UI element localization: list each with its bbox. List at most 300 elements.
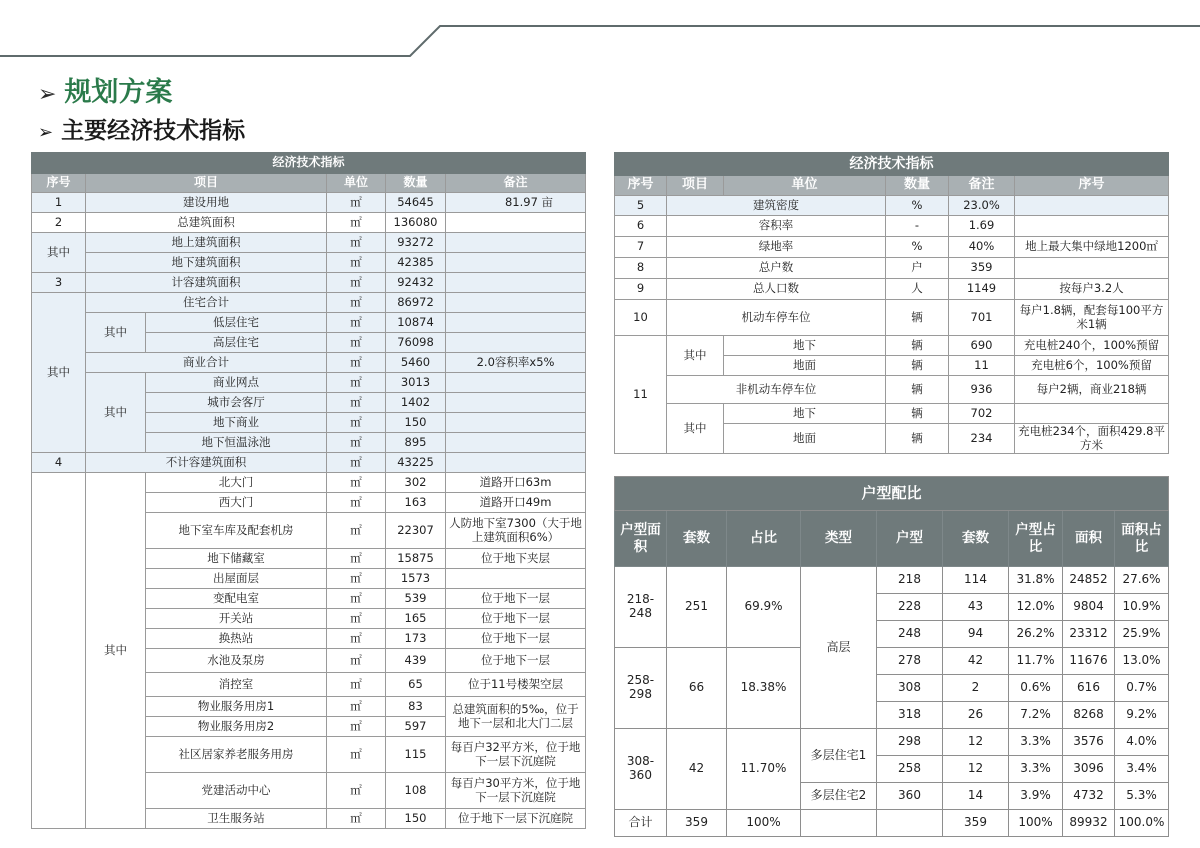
cell: 298 [877, 729, 943, 756]
section-heading [38, 70, 172, 109]
cell: 6 [615, 216, 667, 237]
column-header: 单位 [327, 174, 386, 193]
cell: ㎡ [327, 649, 386, 673]
cell: 位于地下一层下沉庭院 [446, 809, 586, 829]
cell: 辆 [886, 376, 949, 404]
cell: 26.2% [1009, 621, 1063, 648]
cell: 7.2% [1009, 702, 1063, 729]
cell: 地面 [724, 424, 886, 454]
cell: ㎡ [327, 673, 386, 697]
cell: 地面 [724, 356, 886, 376]
cell [801, 810, 877, 837]
cell: 辆 [886, 336, 949, 356]
cell: 地下室车库及配套机房 [146, 513, 327, 549]
cell [446, 393, 586, 413]
cell [446, 373, 586, 393]
cell [446, 453, 586, 473]
cell: ㎡ [327, 717, 386, 737]
cell: 高层住宅 [146, 333, 327, 353]
cell: ㎡ [327, 453, 386, 473]
column-header: 序号 [615, 176, 667, 196]
cell: ㎡ [327, 233, 386, 253]
cell: ㎡ [327, 569, 386, 589]
column-header: 类型 [801, 511, 877, 567]
column-header: 套数 [943, 511, 1009, 567]
table-row [32, 453, 586, 473]
cell: 258 [877, 756, 943, 783]
cell: 173 [386, 629, 446, 649]
table-row [615, 196, 1169, 216]
cell: 11.7% [1009, 648, 1063, 675]
cell: 8268 [1063, 702, 1115, 729]
table-row [615, 237, 1169, 258]
cell: ㎡ [327, 473, 386, 493]
arrowhead-icon: ➢ [38, 122, 54, 143]
cell: 150 [386, 809, 446, 829]
cell: 多层住宅2 [801, 783, 877, 810]
cell: ㎡ [327, 737, 386, 773]
cell: ㎡ [327, 393, 386, 413]
cell: 26 [943, 702, 1009, 729]
cell: 2 [32, 213, 86, 233]
cell: 27.6% [1115, 567, 1169, 594]
table-row [615, 336, 1169, 356]
cell: 8 [615, 258, 667, 279]
cell: 人 [886, 279, 949, 300]
cell: 每百户30平方米，位于地下一层下沉庭院 [446, 773, 586, 809]
cell: 936 [949, 376, 1015, 404]
cell: 地下恒温泳池 [146, 433, 327, 453]
cell: 359 [943, 810, 1009, 837]
table-row [615, 216, 1169, 237]
cell: 位于地下一层 [446, 629, 586, 649]
cell: 18.38% [727, 648, 801, 729]
table-row [615, 729, 1169, 756]
total-row [615, 810, 1169, 837]
cell: 15875 [386, 549, 446, 569]
cell [446, 433, 586, 453]
table-title: 户型配比 [615, 477, 1169, 511]
cell: 9 [615, 279, 667, 300]
cell: 23.0% [949, 196, 1015, 216]
indicators-table-right [614, 152, 1169, 454]
cell: 360 [877, 783, 943, 810]
cell: 43 [943, 594, 1009, 621]
cell: 115 [386, 737, 446, 773]
table-row [32, 293, 586, 313]
cell: 228 [877, 594, 943, 621]
cell: 不计容建筑面积 [86, 453, 327, 473]
cell: 物业服务用房1 [146, 697, 327, 717]
cell: 人防地下室7300（大于地上建筑面积6%） [446, 513, 586, 549]
cell: 辆 [886, 300, 949, 336]
cell: 消控室 [146, 673, 327, 697]
cell: 7 [615, 237, 667, 258]
cell: 5460 [386, 353, 446, 373]
cell [446, 313, 586, 333]
cell: 其中 [86, 373, 146, 453]
cell: 12 [943, 729, 1009, 756]
cell: 10.9% [1115, 594, 1169, 621]
cell: 户 [886, 258, 949, 279]
cell: 248 [877, 621, 943, 648]
cell: 597 [386, 717, 446, 737]
cell: 11.70% [727, 729, 801, 810]
cell: 充电桩234个，面积429.8平方米 [1015, 424, 1169, 454]
table-row [615, 404, 1169, 424]
column-header: 套数 [667, 511, 727, 567]
cell: 701 [949, 300, 1015, 336]
cell [1015, 258, 1169, 279]
cell: % [886, 196, 949, 216]
cell: 总建筑面积 [86, 213, 327, 233]
cell: 218-248 [615, 567, 667, 648]
cell: ㎡ [327, 413, 386, 433]
cell: 其中 [32, 233, 86, 273]
cell: 位于地下一层 [446, 649, 586, 673]
cell: 非机动车停车位 [667, 376, 886, 404]
subsection-heading-text: 主要经济技术指标 [61, 118, 246, 144]
cell: 93272 [386, 233, 446, 253]
table-row [32, 273, 586, 293]
cell: 163 [386, 493, 446, 513]
cell: 地上最大集中绿地1200㎡ [1015, 237, 1169, 258]
cell: 建设用地 [86, 193, 327, 213]
cell: 3.4% [1115, 756, 1169, 783]
column-header: 项目 [86, 174, 327, 193]
cell: 22307 [386, 513, 446, 549]
cell: 其中 [32, 293, 86, 453]
column-header: 户型面积 [615, 511, 667, 567]
cell: 12.0% [1009, 594, 1063, 621]
cell: 14 [943, 783, 1009, 810]
table-row [32, 193, 586, 213]
cell: 道路开口49m [446, 493, 586, 513]
cell: 278 [877, 648, 943, 675]
cell: 党建活动中心 [146, 773, 327, 809]
cell: 895 [386, 433, 446, 453]
subsection-heading [38, 112, 245, 145]
cell [446, 233, 586, 253]
cell: 10 [615, 300, 667, 336]
cell: 4 [32, 453, 86, 473]
cell: 每户1.8辆，配套每100平方米1辆 [1015, 300, 1169, 336]
cell: - [886, 216, 949, 237]
cell: 辆 [886, 424, 949, 454]
cell [446, 273, 586, 293]
cell: 165 [386, 609, 446, 629]
cell: 702 [949, 404, 1015, 424]
cell [446, 333, 586, 353]
cell: 100% [1009, 810, 1063, 837]
cell: 258-298 [615, 648, 667, 729]
cell: 114 [943, 567, 1009, 594]
cell: 308 [877, 675, 943, 702]
cell: 42385 [386, 253, 446, 273]
table-row [32, 353, 586, 373]
cell: 12 [943, 756, 1009, 783]
cell: ㎡ [327, 549, 386, 569]
cell: 43225 [386, 453, 446, 473]
cell: 11 [615, 336, 667, 454]
column-header: 户型 [877, 511, 943, 567]
cell: 218 [877, 567, 943, 594]
cell: 3.9% [1009, 783, 1063, 810]
cell: 3096 [1063, 756, 1115, 783]
cell: 54645 [386, 193, 446, 213]
cell: 251 [667, 567, 727, 648]
cell: 2.0容积率x5% [446, 353, 586, 373]
column-header: 数量 [386, 174, 446, 193]
cell: 616 [1063, 675, 1115, 702]
arrowhead-icon: ➢ [38, 82, 57, 107]
cell [446, 253, 586, 273]
table-title: 经济技术指标 [32, 153, 586, 174]
cell [446, 293, 586, 313]
section-heading-text: 规划方案 [64, 77, 173, 108]
cell: 容积率 [667, 216, 886, 237]
cell: 92432 [386, 273, 446, 293]
cell: 150 [386, 413, 446, 433]
table-title: 经济技术指标 [615, 153, 1169, 176]
column-header: 单位 [724, 176, 886, 196]
table-row [32, 373, 586, 393]
cell: ㎡ [327, 333, 386, 353]
cell: 42 [943, 648, 1009, 675]
cell: 3 [32, 273, 86, 293]
table-row [32, 313, 586, 333]
cell: 地下 [724, 336, 886, 356]
cell: 100% [727, 810, 801, 837]
cell: ㎡ [327, 273, 386, 293]
cell: 商业合计 [86, 353, 327, 373]
cell: 每户2辆，商业218辆 [1015, 376, 1169, 404]
cell: 1573 [386, 569, 446, 589]
cell: 23312 [1063, 621, 1115, 648]
cell: 11 [949, 356, 1015, 376]
column-header: 数量 [886, 176, 949, 196]
cell: 辆 [886, 404, 949, 424]
cell: 3.3% [1009, 756, 1063, 783]
column-header: 占比 [727, 511, 801, 567]
cell: 水池及泵房 [146, 649, 327, 673]
column-header: 序号 [32, 174, 86, 193]
column-header: 面积 [1063, 511, 1115, 567]
cell: 总建筑面积的5‰，位于地下一层和北大门二层 [446, 697, 586, 737]
cell: 318 [877, 702, 943, 729]
column-header: 项目 [667, 176, 724, 196]
table-row [615, 258, 1169, 279]
cell: 0.7% [1115, 675, 1169, 702]
cell: 24852 [1063, 567, 1115, 594]
indicators-table-left [31, 152, 586, 829]
cell: 65 [386, 673, 446, 697]
cell: ㎡ [327, 513, 386, 549]
cell: 2 [943, 675, 1009, 702]
cell [1015, 404, 1169, 424]
cell: 10874 [386, 313, 446, 333]
cell: % [886, 237, 949, 258]
cell: 40% [949, 237, 1015, 258]
cell: 439 [386, 649, 446, 673]
cell: 11676 [1063, 648, 1115, 675]
cell: ㎡ [327, 313, 386, 333]
cell: 81.97 亩 [446, 193, 586, 213]
cell: 1.69 [949, 216, 1015, 237]
cell [446, 213, 586, 233]
cell: 308-360 [615, 729, 667, 810]
cell: 高层 [801, 567, 877, 729]
cell: 76098 [386, 333, 446, 353]
cell: 3013 [386, 373, 446, 393]
cell [446, 413, 586, 433]
cell: ㎡ [327, 629, 386, 649]
table-row [615, 300, 1169, 336]
cell [32, 473, 86, 829]
cell: 其中 [667, 404, 724, 454]
cell: 其中 [86, 313, 146, 353]
cell: ㎡ [327, 353, 386, 373]
cell: ㎡ [327, 697, 386, 717]
cell: 25.9% [1115, 621, 1169, 648]
cell: 西大门 [146, 493, 327, 513]
cell: 359 [667, 810, 727, 837]
cell [1015, 216, 1169, 237]
column-header: 序号 [1015, 176, 1169, 196]
cell: 地下 [724, 404, 886, 424]
cell: 83 [386, 697, 446, 717]
cell: 1 [32, 193, 86, 213]
unit-mix-table [614, 476, 1169, 837]
cell: 位于11号楼架空层 [446, 673, 586, 697]
cell: 地下商业 [146, 413, 327, 433]
table-row [32, 233, 586, 253]
cell: 商业网点 [146, 373, 327, 393]
cell: 1402 [386, 393, 446, 413]
cell: ㎡ [327, 589, 386, 609]
cell: 9.2% [1115, 702, 1169, 729]
cell: 位于地下一层 [446, 589, 586, 609]
cell: 4.0% [1115, 729, 1169, 756]
cell: 42 [667, 729, 727, 810]
cell: ㎡ [327, 213, 386, 233]
cell: 道路开口63m [446, 473, 586, 493]
cell: 建筑密度 [667, 196, 886, 216]
cell: 86972 [386, 293, 446, 313]
cell: 100.0% [1115, 810, 1169, 837]
cell: 其中 [667, 336, 724, 376]
cell: 低层住宅 [146, 313, 327, 333]
cell: 地下储藏室 [146, 549, 327, 569]
cell: 1149 [949, 279, 1015, 300]
table-row [615, 648, 1169, 675]
cell: ㎡ [327, 433, 386, 453]
cell [446, 569, 586, 589]
cell: 辆 [886, 356, 949, 376]
cell: 位于地下一层 [446, 609, 586, 629]
cell: 66 [667, 648, 727, 729]
cell: 每百户32平方米，位于地下一层下沉庭院 [446, 737, 586, 773]
cell: 4732 [1063, 783, 1115, 810]
cell: 出屋面层 [146, 569, 327, 589]
cell: ㎡ [327, 193, 386, 213]
cell: 充电桩6个，100%预留 [1015, 356, 1169, 376]
cell: 108 [386, 773, 446, 809]
cell: 计容建筑面积 [86, 273, 327, 293]
cell: ㎡ [327, 493, 386, 513]
cell: 234 [949, 424, 1015, 454]
cell: 合计 [615, 810, 667, 837]
cell: 变配电室 [146, 589, 327, 609]
cell: 89932 [1063, 810, 1115, 837]
cell: 302 [386, 473, 446, 493]
cell: ㎡ [327, 773, 386, 809]
cell: 社区居家养老服务用房 [146, 737, 327, 773]
cell: ㎡ [327, 609, 386, 629]
cell: 开关站 [146, 609, 327, 629]
cell: 充电桩240个，100%预留 [1015, 336, 1169, 356]
cell [877, 810, 943, 837]
column-header: 备注 [446, 174, 586, 193]
cell: 5 [615, 196, 667, 216]
cell: 31.8% [1009, 567, 1063, 594]
cell: 总人口数 [667, 279, 886, 300]
table-row [32, 473, 586, 493]
cell: 北大门 [146, 473, 327, 493]
cell: 地下建筑面积 [86, 253, 327, 273]
table-row [615, 567, 1169, 594]
cell: 690 [949, 336, 1015, 356]
cell: 卫生服务站 [146, 809, 327, 829]
cell: 539 [386, 589, 446, 609]
cell: 5.3% [1115, 783, 1169, 810]
cell: 359 [949, 258, 1015, 279]
cell: 其中 [86, 473, 146, 829]
column-header: 面积占比 [1115, 511, 1169, 567]
cell: ㎡ [327, 373, 386, 393]
cell: 物业服务用房2 [146, 717, 327, 737]
cell: 总户数 [667, 258, 886, 279]
header-decoration [0, 0, 1200, 60]
table-row [615, 279, 1169, 300]
table-row [32, 213, 586, 233]
table-row [32, 253, 586, 273]
cell: 换热站 [146, 629, 327, 649]
cell: 69.9% [727, 567, 801, 648]
cell: 机动车停车位 [667, 300, 886, 336]
column-header: 备注 [949, 176, 1015, 196]
column-header: 户型占比 [1009, 511, 1063, 567]
cell: 住宅合计 [86, 293, 327, 313]
cell: 3576 [1063, 729, 1115, 756]
cell: 13.0% [1115, 648, 1169, 675]
cell: 9804 [1063, 594, 1115, 621]
cell: 3.3% [1009, 729, 1063, 756]
table-row [615, 376, 1169, 404]
cell [1015, 196, 1169, 216]
cell: 按每户3.2人 [1015, 279, 1169, 300]
cell: ㎡ [327, 253, 386, 273]
cell: 多层住宅1 [801, 729, 877, 783]
cell: 94 [943, 621, 1009, 648]
cell: 城市会客厅 [146, 393, 327, 413]
cell: 地上建筑面积 [86, 233, 327, 253]
cell: 绿地率 [667, 237, 886, 258]
cell: ㎡ [327, 293, 386, 313]
cell: 136080 [386, 213, 446, 233]
cell: 0.6% [1009, 675, 1063, 702]
cell: 位于地下夹层 [446, 549, 586, 569]
